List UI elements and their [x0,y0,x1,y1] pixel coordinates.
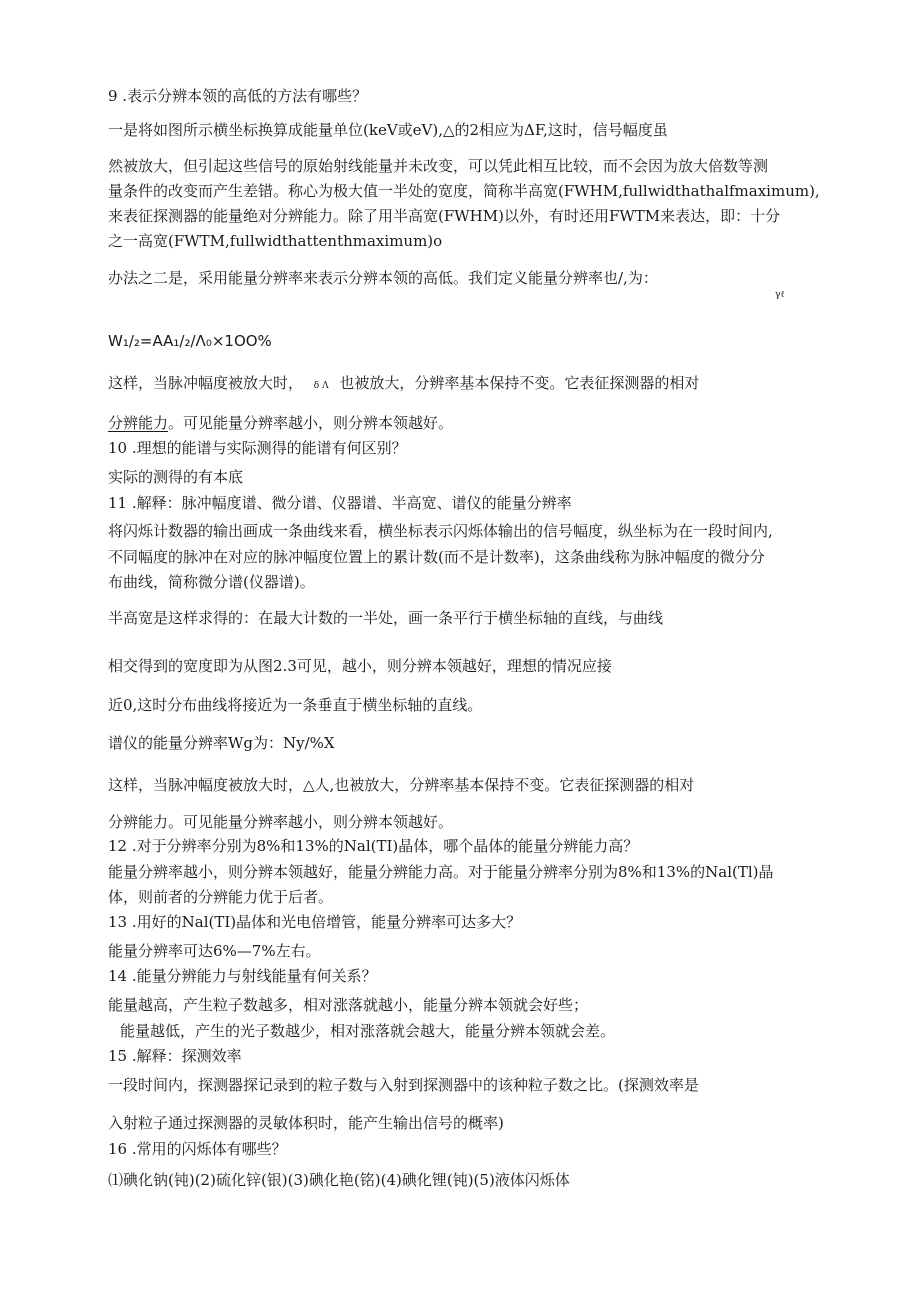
delta-symbol: δ Λ [313,381,329,391]
text-segment: 。可见能量分辨率越小，则分辨本领越好。 [168,414,454,432]
paragraph-line [108,373,870,396]
paragraph-line: 分辨能力。可见能量分辨率越小，则分辨本领越好。 [108,813,454,831]
paragraph-line: 来表征探测器的能量绝对分辨能力。除了用半高宽(FWHM)以外，有时还用FWTM来表达，即：十分 [108,207,781,225]
paragraph-line: 将闪烁计数器的输出画成一条曲线来看，横坐标表示闪烁体输出的信号幅度，纵坐标为在一段时间内, [108,522,773,540]
paragraph-line: 入射粒子通过探测器的灵敏体积时，能产生输出信号的概率) [108,1114,504,1132]
question-15-heading: 15 .解释：探测效率 [108,1047,242,1065]
paragraph-line [108,413,870,433]
paragraph-line: 量条件的改变而产生差错。称心为极大值一半处的宽度，简称半高宽(FWHM,fullwidthathalfmaximum), [108,182,820,200]
paragraph-line: 谱仪的能量分辨率Wg为：Ny/%X [108,734,335,752]
paragraph-line: 一是将如图所示横坐标换算成能量单位(keV或eV),△的2相应为ΔF,这时，信号幅度虽 [108,121,668,139]
question-10-heading: 10 .理想的能谱与实际测得的能谱有何区别？ [108,439,407,457]
paragraph-line: 然被放大，但引起这些信号的原始射线能量并未改变，可以凭此相互比较，而不会因为放大倍数等测 [108,157,769,175]
paragraph-line: 近0,这时分布曲线将接近为一条垂直于横坐标轴的直线。 [108,696,483,714]
paragraph-line: 实际的测得的有本底 [108,468,244,486]
paragraph-line: 能量分辨率可达6%—7%左右。 [108,942,321,960]
question-14-heading: 14 .能量分辨能力与射线能量有何关系？ [108,967,377,985]
paragraph-line: ⑴碘化钠(钝)(2)硫化锌(银)(3)碘化艳(铭)(4)碘化锂(钝)(5)液体闪烁体 [108,1171,570,1189]
paragraph-line: 能量越高，产生粒子数越多，相对涨落就越小，能量分辨本领就会好些； [108,996,589,1014]
margin-mark: γℓ [775,290,785,300]
question-12-heading: 12 .对于分辨率分别为8%和13%的Nal(TI)晶体，哪个晶体的能量分辨能力高？ [108,837,639,855]
paragraph-line: 能量越低，产生的光子数越少，相对涨落就会越大，能量分辨本领就会差。 [120,1022,616,1040]
question-9-heading: 9 .表示分辨本领的高低的方法有哪些？ [108,87,368,105]
paragraph-line: 之一高宽(FWTM,fullwidthattenthmaximum)o [108,232,443,250]
underlined-term: 分辨能力 [108,414,169,432]
paragraph-line: 半高宽是这样求得的：在最大计数的一半处，画一条平行于横坐标轴的直线，与曲线 [108,609,664,627]
paragraph-line: 能量分辨率越小，则分辨本领越好，能量分辨能力高。对于能量分辨率分别为8%和13%的Nal(Tl)晶 [108,863,774,881]
paragraph-line: 相交得到的宽度即为从图2.3可见，越小，则分辨本领越好，理想的情况应接 [108,657,612,675]
question-13-heading: 13 .用好的Nal(TI)晶体和光电倍增管，能量分辨率可达多大？ [108,913,522,931]
text-segment: 这样，当脉冲幅度被放大时， [108,374,304,392]
text-segment: 也被放大，分辨率基本保持不变。它表征探测器的相对 [339,374,700,392]
paragraph-line: 布曲线，简称微分谱(仪器谱)。 [108,573,315,591]
paragraph-line: 一段时间内，探测器探记录到的粒子数与入射到探测器中的该种粒子数之比。(探测效率是 [108,1076,699,1094]
question-16-heading: 16 .常用的闪烁体有哪些？ [108,1140,287,1158]
paragraph-line: 不同幅度的脉冲在对应的脉冲幅度位置上的累计数(而不是计数率)，这条曲线称为脉冲幅度的微分分 [108,548,765,566]
paragraph-line: 体，则前者的分辨能力优于后者。 [108,888,334,906]
formula-line: W₁/₂=AA₁/₂/Λ₀×1OO% [108,332,272,350]
question-11-heading: 11 .解释：脉冲幅度谱、微分谱、仪器谱、半高宽、谱仪的能量分辨率 [108,494,572,512]
paragraph-line: 办法之二是，采用能量分辨率来表示分辨本领的高低。我们定义能量分辨率也/,为： [108,269,658,287]
paragraph-line: 这样，当脉冲幅度被放大时，△人,也被放大，分辨率基本保持不变。它表征探测器的相对 [108,776,695,794]
